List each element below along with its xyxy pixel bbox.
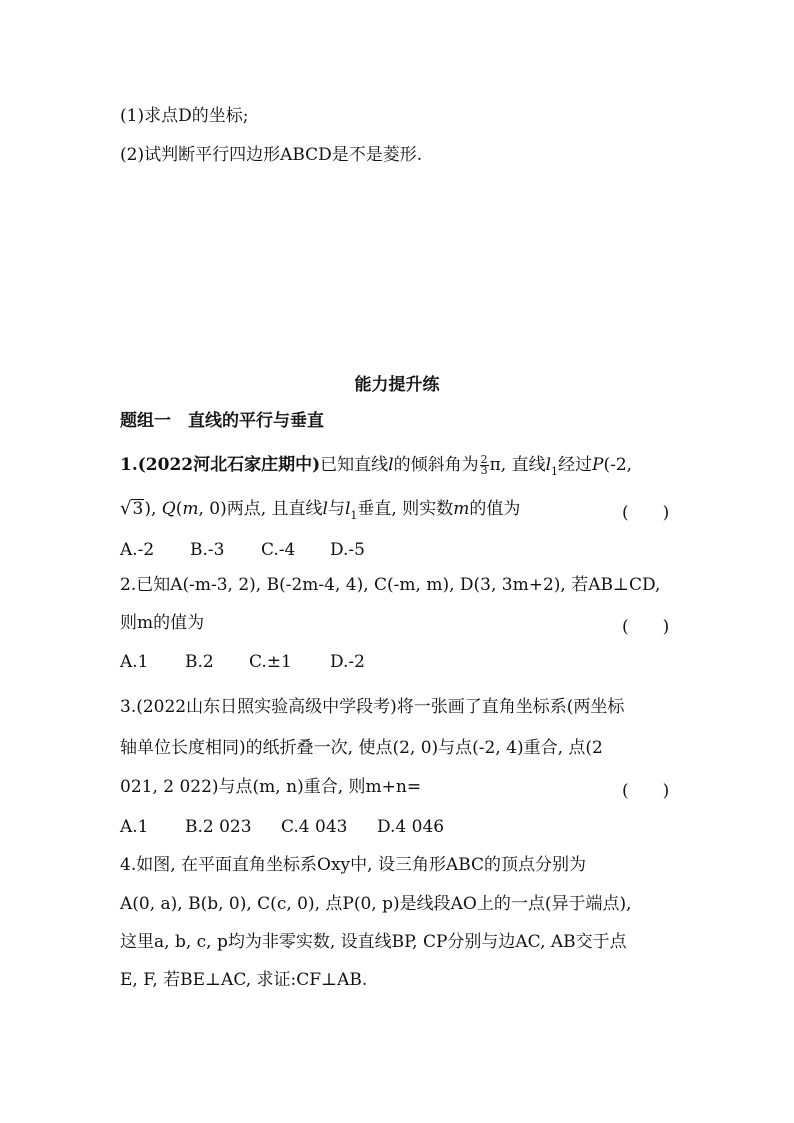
choice-a: A.1 <box>120 817 149 837</box>
problem-1-line-1: 1.(2022河北石家庄期中)已知直线l的倾斜角为 $\frac{2}{3}$ π, 直线$l_1$经过P(-2, <box>120 453 633 478</box>
problem-4-line-2: A(0, a), B(b, 0), C(c, 0), 点P(0, p)是线段AO上的一点(异于端点), <box>120 894 632 914</box>
sub-question-1: (1)求点D的坐标; <box>120 106 249 126</box>
problem-1-line-2: √ 3 ), Q(m, 0)两点, 且直线l与$l_1$垂直, 则实数m的值为 <box>120 498 521 522</box>
problem-2-line-2: 则m的值为 <box>120 613 205 633</box>
problem-4-line-3: 这里a, b, c, p均为非零实数, 设直线BP, CP分别与边AC, AB交于点 <box>120 932 627 952</box>
choice-c: C.4 043 <box>281 817 348 837</box>
fraction-two-thirds: $\frac{2}{3}$ <box>480 453 488 477</box>
choice-d: D.-2 <box>330 652 365 672</box>
choice-c: C.±1 <box>249 652 292 672</box>
problem-2-line-1: 2.已知A(-m-3, 2), B(-2m-4, 4), C(-m, m), D(3, 3m+2), 若AB⊥CD, <box>120 575 661 595</box>
group-title: 题组一 直线的平行与垂直 <box>120 411 324 431</box>
problem-4-line-4: E, F, 若BE⊥AC, 求证:CF⊥AB. <box>120 970 368 990</box>
choice-a: A.1 <box>120 652 149 672</box>
choice-b: B.2 023 <box>185 817 252 837</box>
choice-c: C.-4 <box>261 540 296 560</box>
problem-4-line-1: 4.如图, 在平面直角坐标系Oxy中, 设三角形ABC的顶点分别为 <box>120 855 587 875</box>
sub-question-2: (2)试判断平行四边形ABCD是不是菱形. <box>120 145 423 165</box>
choice-b: B.2 <box>185 652 214 672</box>
section-title: 能力提升练 <box>354 375 440 395</box>
choice-b: B.-3 <box>190 540 225 560</box>
problem-1-choices <box>120 539 365 561</box>
choice-d: D.4 046 <box>377 817 445 837</box>
choice-d: D.-5 <box>330 540 365 560</box>
problem-3-line-1: 3.(2022山东日照实验高级中学段考)将一张画了直角坐标系(两坐标 <box>120 697 625 717</box>
problem-3-choices <box>120 816 444 838</box>
problem-2-answer-paren: ( ) <box>622 617 670 637</box>
problem-3-line-3: 021, 2 022)与点(m, n)重合, 则m+n= <box>120 777 422 797</box>
problem-3-answer-paren: ( ) <box>622 781 670 801</box>
problem-1-answer-paren: ( ) <box>622 503 670 523</box>
sqrt-three: √ 3 <box>120 498 144 519</box>
choice-a: A.-2 <box>120 540 155 560</box>
problem-3-line-2: 轴单位长度相同)的纸折叠一次, 使点(2, 0)与点(-2, 4)重合, 点(2 <box>120 738 603 758</box>
problem-1-source: 1.(2022河北石家庄期中) <box>120 455 321 475</box>
problem-2-choices <box>120 651 365 673</box>
